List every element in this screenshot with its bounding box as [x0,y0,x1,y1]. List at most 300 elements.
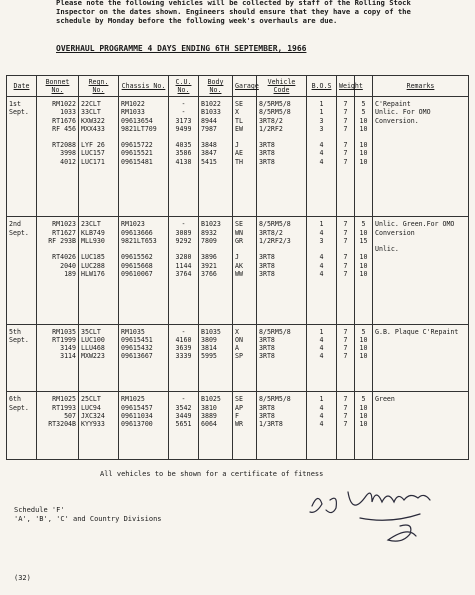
cell-value: 3449 [175,411,192,420]
cell-value: 09615562 [121,253,153,262]
date-cell: 5th Sept. [7,324,37,392]
cell-value: 7 [343,269,348,278]
cell-value: 7 [343,352,348,361]
column-header: C.U. No. [169,76,199,97]
cell-value: 23CLT [81,220,101,229]
cell-value: GR [235,237,243,246]
cell-value: 09613667 [121,352,153,361]
cell-value: 7 [343,344,348,353]
cell-value: 3639 [175,344,192,353]
cell-value: 3814 [201,344,217,353]
block-gap [339,245,352,253]
data-cell [337,392,355,460]
data-cell [37,392,79,460]
cell-value: 189 [64,269,76,278]
cell-value: 09613700 [121,420,153,429]
cell-value: RT2088 [52,141,76,150]
cell-value: MXX433 [81,124,105,133]
cell-value: 10 [359,352,368,361]
cell-value: 5 [361,220,366,229]
block-gap [259,245,304,253]
cell-value: 3 [319,124,324,133]
cell-value: 4 [319,261,324,270]
handwritten-signature [300,478,460,548]
cell-value: 09615481 [121,157,153,166]
data-cell [119,324,169,392]
data-cell [233,392,257,460]
cell-value: 3 [319,237,324,246]
cell-value: 7987 [201,124,217,133]
table-row [7,324,469,392]
data-cell [355,97,373,217]
cell-value: 4 [319,344,324,353]
cell-value: 3RT8/2 [259,228,283,237]
cell-value: 3809 [201,335,217,344]
data-cell [233,97,257,217]
data-cell [37,324,79,392]
cell-value: RM1035 [52,327,76,336]
data-cell [307,392,337,460]
data-cell [79,392,119,460]
cell-value: 4012 [60,157,76,166]
data-cell [337,324,355,392]
remarks-cell [373,97,469,217]
cell-value: RT1627 [52,228,76,237]
cell-value: AE [235,149,243,158]
block-gap [121,133,166,141]
cell-value: - [181,100,186,108]
block-gap [39,133,76,141]
cell-value: 3RT8 [259,253,275,262]
cell-value: 8/5RM5/8 [259,100,291,108]
column-header: B.O.S [307,76,337,97]
cell-value: SE [235,220,243,229]
cell-value: B1033 [201,108,221,117]
data-cell [257,217,307,324]
cell-value: KYY933 [81,420,105,429]
data-cell [337,97,355,217]
data-cell [307,324,337,392]
cell-value: 3586 [175,149,192,158]
cell-value: 09615432 [121,344,153,353]
block-gap [39,245,76,253]
remarks-cell [373,217,469,324]
cell-value: 5415 [201,157,217,166]
cell-value: 7 [343,220,348,229]
cell-value: 7 [343,335,348,344]
cell-value: 9821LT709 [121,124,157,133]
data-cell [119,97,169,217]
cell-value: 1 [319,327,324,336]
cell-value: 25CLT [81,395,101,404]
cell-value: 7 [343,141,348,150]
cell-value: 7 [343,100,348,108]
cell-value: MLL930 [81,237,105,246]
cell-value: 3764 [175,269,192,278]
remarks-cell [373,392,469,460]
cell-value: WN [235,228,243,237]
cell-value: LLU468 [81,344,105,353]
cell-value: 10 [359,116,368,125]
cell-value: 4160 [175,335,192,344]
cell-value: 09615521 [121,149,153,158]
cell-value: RT3204B [48,420,76,429]
cell-value: B1035 [201,327,221,336]
cell-value: 3173 [175,116,192,125]
block-gap [339,133,352,141]
cell-value: RF 293B [48,237,76,246]
block-gap [201,245,230,253]
cell-value: 6064 [201,420,217,429]
cell-value: 7 [343,157,348,166]
footnote: All vehicles to be shown for a certificate of fitness [100,470,324,478]
cell-value: G.B. Plaque C'Repaint [375,327,459,336]
cell-value: C'Repaint [375,100,411,108]
cell-value: 4 [319,149,324,158]
cell-value: 4 [319,228,324,237]
cell-value: SE [235,395,243,404]
cell-value: 10 [359,335,368,344]
schedule-title: Schedule 'F' [14,506,65,514]
cell-value: 10 [359,420,368,429]
column-header: Garage [233,76,257,97]
column-header: Vehicle Code [257,76,307,97]
cell-value: Unlic. For OMO Conversion. [375,108,431,125]
cell-value: LYF 26 [81,141,105,150]
cell-value: 09615457 [121,403,153,412]
cell-value: 9499 [175,124,192,133]
block-gap [235,245,254,253]
cell-value: 09615451 [121,335,153,344]
block-gap [171,133,196,141]
cell-value: EW [235,124,243,133]
block-gap [375,237,466,245]
cell-value: 7 [343,237,348,246]
cell-value: 10 [359,269,368,278]
date-cell: 6th Sept. [7,392,37,460]
cell-value: 8932 [201,228,217,237]
cell-value: 10 [359,124,368,133]
cell-value: TL [235,116,243,125]
cell-value: SE [235,100,243,108]
cell-value: - [181,108,186,117]
cell-value: RT4026 [52,253,76,262]
data-cell [257,324,307,392]
cell-value: LUC157 [81,149,105,158]
data-cell [233,217,257,324]
cell-value: RT1676 [52,116,76,125]
cell-value: Green [375,395,395,404]
cell-value: 4 [319,335,324,344]
cell-value: ON [235,335,243,344]
cell-value: RM1025 [52,395,76,404]
block-gap [81,245,116,253]
column-header: Body No. [199,76,233,97]
cell-value: 3542 [175,403,192,412]
cell-value: KLB749 [81,228,105,237]
cell-value: 1 [319,395,324,404]
cell-value: 5 [361,327,366,336]
schedule-divisions: 'A', 'B', 'C' and Country Divisions [14,515,162,523]
cell-value: 10 [359,149,368,158]
cell-value: 3RT8 [259,352,275,361]
cell-value: LUC171 [81,157,105,166]
cell-value: - [181,395,186,404]
cell-value: 9821LT653 [121,237,157,246]
cell-value: A [235,344,239,353]
cell-value: 1144 [175,261,192,270]
cell-value: 4138 [175,157,192,166]
cell-value: 10 [359,344,368,353]
cell-value: 5 [361,108,366,117]
cell-value: 4 [319,352,324,361]
cell-value: 3RT8 [259,269,275,278]
remarks-cell [373,324,469,392]
cell-value: 8/5RM5/8 [259,108,291,117]
cell-value: 4035 [175,141,192,150]
cell-value: 3RT8 [259,141,275,150]
cell-value: RF 456 [52,124,76,133]
cell-value: RM1023 [52,220,76,229]
cell-value: 7 [343,228,348,237]
cell-value: B1022 [201,100,221,108]
programme-heading: OVERHAUL PROGRAMME 4 DAYS ENDING 6TH SEPTEMBER, 1966 [56,44,307,53]
cell-value: 33CLT [81,108,101,117]
cell-value: 5 [361,100,366,108]
cell-value: 10 [359,228,368,237]
data-cell [119,392,169,460]
cell-value: 1 [319,220,324,229]
column-header: Regn. No. [79,76,119,97]
data-cell [337,217,355,324]
cell-value: RM1023 [121,220,145,229]
block-gap [235,133,254,141]
cell-value: 1 [319,100,324,108]
data-cell [79,97,119,217]
block-gap [309,245,334,253]
schedule-block [14,506,162,524]
cell-value: 8/5RM5/8 [259,220,291,229]
column-header: Remarks [373,76,469,97]
data-cell [257,392,307,460]
table-row [7,97,469,217]
cell-value: RT1993 [52,403,76,412]
cell-value: RM1022 [121,100,145,108]
cell-value: 5 [361,395,366,404]
data-cell [307,97,337,217]
cell-value: 09610067 [121,269,153,278]
data-cell [169,324,199,392]
cell-value: 3810 [201,403,217,412]
cell-value: 10 [359,403,368,412]
cell-value: 3114 [60,352,76,361]
cell-value: 1/2RF2 [259,124,283,133]
cell-value: 3RT8 [259,335,275,344]
cell-value: 3RT8/2 [259,116,283,125]
cell-value: 7 [343,327,348,336]
cell-value: HLW176 [81,269,105,278]
data-cell [169,392,199,460]
date-cell: 2nd Sept. [7,217,37,324]
data-cell [355,217,373,324]
cell-value: 7 [343,420,348,429]
cell-value: 09613654 [121,116,153,125]
cell-value: TH [235,157,243,166]
notice-text: Please note the following vehicles will be collected by staff of the Rolling Stock Inspector on the dates shown. Engineers should ensure that they have a copy of the schedule by Monday before the following week's overhauls are due. [56,0,411,25]
cell-value: 5651 [175,420,192,429]
block-gap [357,133,370,141]
cell-value: RT1999 [52,335,76,344]
cell-value: 1/3RT8 [259,420,283,429]
cell-value: AP [235,403,243,412]
block-gap [121,245,166,253]
cell-value: 7 [343,403,348,412]
cell-value: 3889 [201,411,217,420]
data-cell [169,217,199,324]
data-cell [355,324,373,392]
cell-value: 2040 [60,261,76,270]
cell-value: 4 [319,411,324,420]
cell-value: WR [235,420,243,429]
cell-value: 3896 [201,253,217,262]
overhaul-table [6,75,469,460]
cell-value: AK [235,261,243,270]
block-gap [171,245,196,253]
cell-value: WW [235,269,243,278]
cell-value: 3 [319,116,324,125]
data-cell [199,392,233,460]
cell-value: 507 [64,411,76,420]
cell-value: 09615668 [121,261,153,270]
cell-value: 3RT8 [259,149,275,158]
cell-value: 7 [343,108,348,117]
cell-value: 4 [319,420,324,429]
column-header: Bonnet No. [37,76,79,97]
column-header: Date [7,76,37,97]
cell-value: B1025 [201,395,221,404]
cell-value: MXW223 [81,352,105,361]
cell-value: 10 [359,411,368,420]
column-header: Chassis No. [119,76,169,97]
cell-value: 7 [343,124,348,133]
data-cell [119,217,169,324]
data-cell [257,97,307,217]
data-cell [37,217,79,324]
cell-value: X [235,327,239,336]
table-row [7,392,469,460]
cell-value: RM1022 [52,100,76,108]
data-cell [79,324,119,392]
cell-value: 8/5RM5/8 [259,395,291,404]
cell-value: RM1025 [121,395,145,404]
cell-value: 4 [319,269,324,278]
cell-value: 1/2RF2/3 [259,237,291,246]
cell-value: 10 [359,253,368,262]
cell-value: Unlic. [375,245,399,254]
cell-value: 4 [319,157,324,166]
cell-value: 15 [359,237,368,246]
table-header-row [7,76,469,97]
cell-value: 3149 [60,344,76,353]
cell-value: LUC288 [81,261,105,270]
column-header: Weight [337,76,355,97]
cell-value: 9292 [175,237,192,246]
cell-value: LUC185 [81,253,105,262]
cell-value: 09611034 [121,411,153,420]
cell-value: 09615722 [121,141,153,150]
cell-value: 4 [319,141,324,150]
data-cell [199,217,233,324]
cell-value: 3847 [201,149,217,158]
block-gap [81,133,116,141]
block-gap [375,125,466,133]
cell-value: LUC94 [81,403,101,412]
cell-value: 10 [359,141,368,150]
data-cell [169,97,199,217]
cell-value: 4 [319,403,324,412]
cell-value: 8944 [201,116,217,125]
data-cell [307,217,337,324]
cell-value: 8/5RM5/8 [259,327,291,336]
cell-value: 7 [343,395,348,404]
cell-value: 3RT8 [259,344,275,353]
data-cell [79,217,119,324]
cell-value: 35CLT [81,327,101,336]
cell-value: RM1035 [121,327,145,336]
cell-value: 3RT8 [259,403,275,412]
cell-value: 3921 [201,261,217,270]
cell-value: - [181,327,186,336]
cell-value: 1033 [60,108,76,117]
cell-value: 3RT8 [259,411,275,420]
data-cell [355,392,373,460]
cell-value: 3RT8 [259,157,275,166]
cell-value: RM1033 [121,108,145,117]
cell-value: 7 [343,411,348,420]
block-gap [357,245,370,253]
block-gap [309,133,334,141]
data-cell [199,324,233,392]
page-number: (32) [14,574,31,582]
data-cell [233,324,257,392]
cell-value: 7 [343,149,348,158]
cell-value: SP [235,352,243,361]
data-cell [37,97,79,217]
cell-value: - [181,220,186,229]
data-cell [199,97,233,217]
cell-value: 10 [359,157,368,166]
cell-value: 09613666 [121,228,153,237]
cell-value: X [235,108,239,117]
cell-value: KXW322 [81,116,105,125]
cell-value: 3998 [60,149,76,158]
cell-value: Unlic. Green.For OMO Conversion [375,220,455,237]
block-gap [201,133,230,141]
cell-value: 7 [343,116,348,125]
cell-value: 3089 [175,228,192,237]
cell-value: 10 [359,261,368,270]
cell-value: J [235,253,239,262]
cell-value: LUC100 [81,335,105,344]
cell-value: B1023 [201,220,221,229]
cell-value: JXC324 [81,411,105,420]
cell-value: 4 [319,253,324,262]
cell-value: 3280 [175,253,192,262]
cell-value: 5995 [201,352,217,361]
cell-value: 1 [319,108,324,117]
block-gap [259,133,304,141]
date-cell: 1st Sept. [7,97,37,217]
